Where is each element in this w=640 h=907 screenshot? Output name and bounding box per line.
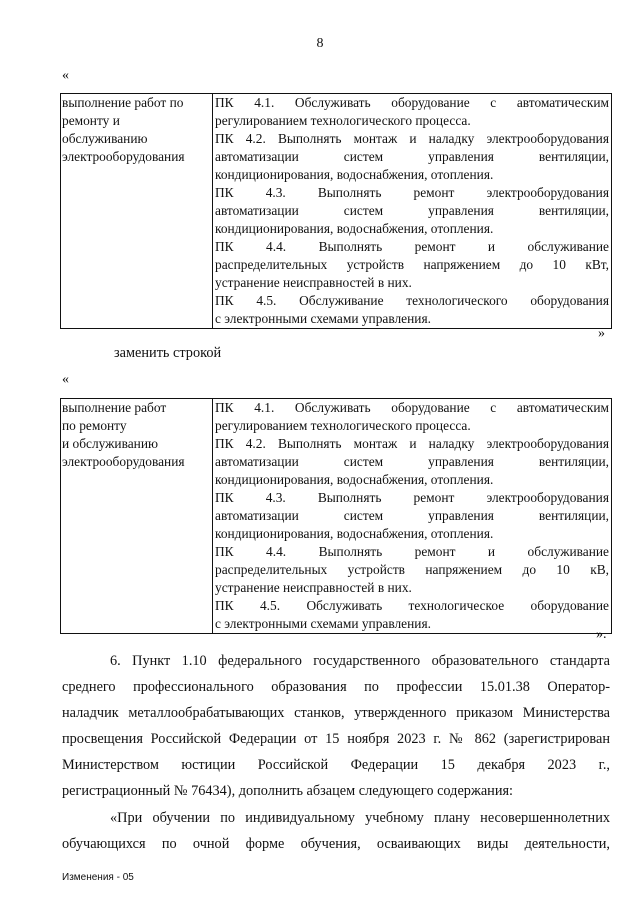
- closing-quote-2: ».: [596, 627, 607, 642]
- table2-left-line: и обслуживанию: [62, 436, 159, 451]
- paragraph-6-line: Министерством юстиции Российской Федерации 15 декабря 2023 г.,: [62, 757, 610, 773]
- table2-pk-4-4: [213, 543, 611, 597]
- paragraph-6-line: просвещения Российской Федерации от 15 ноября 2023 г. № 862 (зарегистрирован: [62, 731, 610, 747]
- table1-right-line: автоматизации систем управления вентиляции,: [215, 203, 609, 218]
- closing-quote-1: »: [598, 326, 605, 341]
- table1-right-line: кондиционирования, водоснабжения, отопления.: [215, 221, 494, 236]
- table1-right-cell: [213, 94, 612, 329]
- table1-pk-4-1: [213, 94, 611, 130]
- table1-right-line: регулированием технологического процесса.: [215, 113, 471, 128]
- table2-right-line: ПК 4.3. Выполнять ремонт электрооборудования: [215, 490, 609, 505]
- table2-left-cell: [61, 399, 213, 634]
- table2-right-line: автоматизации систем управления вентиляции,: [215, 454, 609, 469]
- replacement-row-table: [60, 398, 612, 634]
- paragraph-6-line: 6. Пункт 1.10 федерального государственного образовательного стандарта: [110, 653, 610, 669]
- table2-right-line: ПК 4.2. Выполнять монтаж и наладку электрооборудования: [215, 436, 609, 451]
- table1-right-line: ПК 4.1. Обслуживать оборудование с автоматическим: [215, 95, 609, 110]
- table2-right-cell: [213, 399, 612, 634]
- table1-pk-4-3: [213, 184, 611, 238]
- original-row-table: [60, 93, 612, 329]
- paragraph-7-line: «При обучении по индивидуальному учебному плану несовершеннолетних: [110, 810, 610, 826]
- table2-right-line: ПК 4.4. Выполнять ремонт и обслуживание: [215, 544, 609, 559]
- table1-right-line: с электронными схемами управления.: [215, 311, 431, 326]
- table1-left-line: обслуживанию: [62, 131, 148, 146]
- table1-right-line: ПК 4.2. Выполнять монтаж и наладку электрооборудования: [215, 131, 609, 146]
- table1-right-line: кондиционирования, водоснабжения, отопления.: [215, 167, 494, 182]
- table2-right-line: автоматизации систем управления вентиляции,: [215, 508, 609, 523]
- table2-right-line: кондиционирования, водоснабжения, отопления.: [215, 472, 494, 487]
- table2-pk-4-1: [213, 399, 611, 435]
- table1-pk-4-4: [213, 238, 611, 292]
- table1-left-line: ремонту и: [62, 113, 120, 128]
- table1-left-line: выполнение работ по: [62, 95, 184, 110]
- table2-pk-4-5: [213, 597, 611, 633]
- paragraph-6-line: регистрационный № 76434), дополнить абзацем следующего содержания:: [62, 783, 514, 799]
- table1-pk-4-2: [213, 130, 611, 184]
- table1-pk-4-5: [213, 292, 611, 328]
- table1-right-line: ПК 4.3. Выполнять ремонт электрооборудования: [215, 185, 609, 200]
- table1-right-line: ПК 4.5. Обслуживание технологического оборудования: [215, 293, 609, 308]
- opening-quote-2: «: [62, 372, 69, 387]
- table2-right-line: устранение неисправностей в них.: [215, 580, 412, 595]
- table2-left-line: выполнение работ: [62, 400, 167, 415]
- table2-right-line: кондиционирования, водоснабжения, отопления.: [215, 526, 494, 541]
- footer-note: Изменения - 05: [62, 872, 134, 883]
- table1-right-line: распределительных устройств напряжением до 10 кВт,: [215, 257, 609, 272]
- paragraph-6-line: наладчик металлообрабатывающих станков, утвержденного приказом Министерства: [62, 705, 610, 721]
- table1-left-cell: [61, 94, 213, 329]
- page-number: 8: [316, 36, 324, 51]
- paragraph-7: [62, 805, 610, 857]
- replace-instruction: заменить строкой: [114, 345, 222, 361]
- table1-right-line: ПК 4.4. Выполнять ремонт и обслуживание: [215, 239, 609, 254]
- table1-left-line: электрооборудования: [62, 149, 185, 164]
- table2-left-line: по ремонту: [62, 418, 127, 433]
- table2-right-line: регулированием технологического процесса.: [215, 418, 471, 433]
- opening-quote-1: «: [62, 68, 69, 83]
- table1-right-line: устранение неисправностей в них.: [215, 275, 412, 290]
- paragraph-6: [62, 648, 610, 804]
- table1-right-line: автоматизации систем управления вентиляции,: [215, 149, 609, 164]
- paragraph-6-line: среднего профессионального образования по профессии 15.01.38 Оператор-: [62, 679, 610, 695]
- table2-right-line: распределительных устройств напряжением до 10 кВ,: [215, 562, 609, 577]
- table2-right-line: с электронными схемами управления.: [215, 616, 431, 631]
- table2-right-line: ПК 4.1. Обслуживать оборудование с автоматическим: [215, 400, 609, 415]
- paragraph-7-line: обучающихся по очной форме обучения, осваивающих виды деятельности,: [62, 836, 610, 852]
- table2-pk-4-2: [213, 435, 611, 489]
- table2-pk-4-3: [213, 489, 611, 543]
- table2-left-line: электрооборудования: [62, 454, 185, 469]
- table2-right-line: ПК 4.5. Обслуживать технологическое оборудование: [215, 598, 609, 613]
